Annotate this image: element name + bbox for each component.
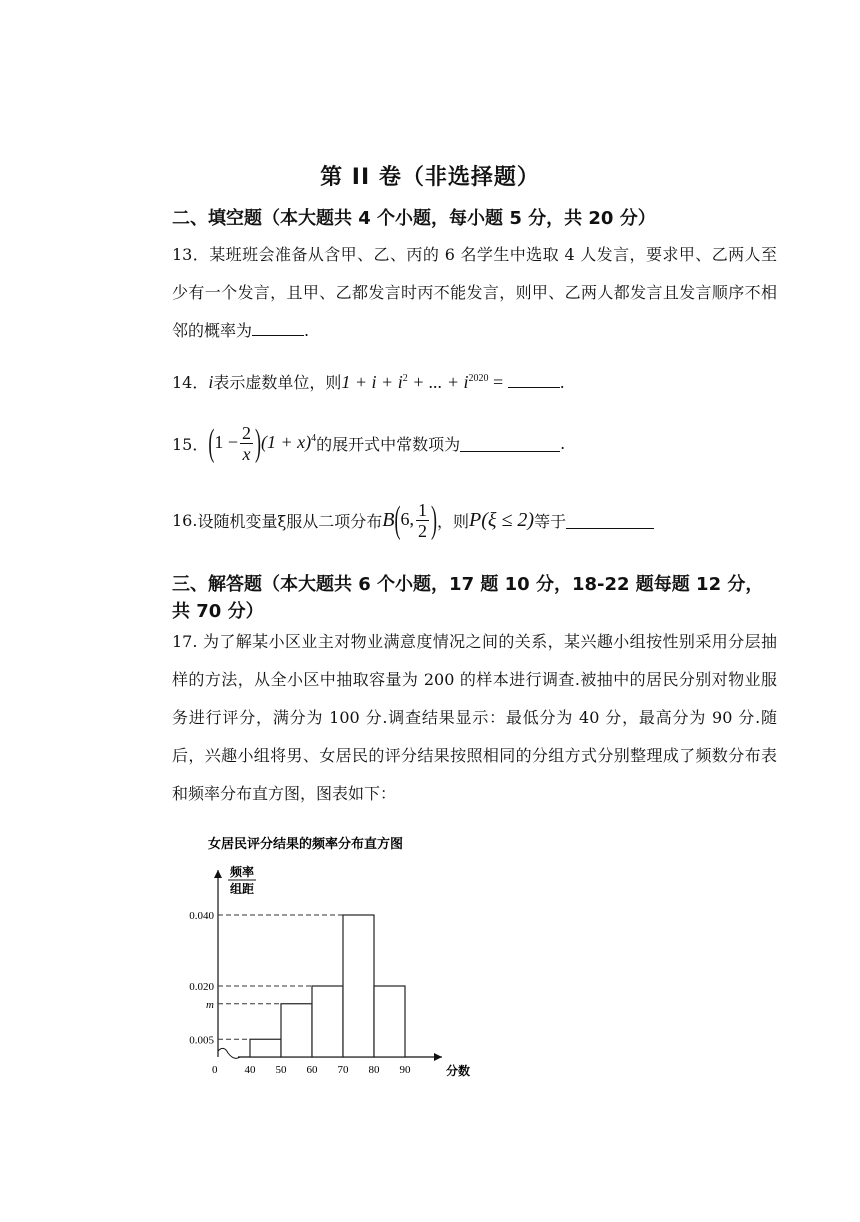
histogram-bar bbox=[250, 1039, 281, 1057]
histogram-chart bbox=[180, 830, 470, 1090]
x-tick-label: 80 bbox=[368, 1064, 380, 1076]
x-axis-label: 分数 bbox=[446, 1064, 470, 1078]
chart-bars bbox=[250, 915, 405, 1057]
q14-blank bbox=[508, 371, 560, 388]
q16-text1: 设随机变量ξ服从二项分布 bbox=[197, 512, 383, 531]
part3-heading: 三、解答题（本大题共 6 个小题，17 题 10 分，18-22 题每题 12 分，共 70 分） bbox=[172, 574, 764, 622]
x-origin-label: 0 bbox=[212, 1064, 218, 1076]
question-15: 15．(1 − $\frac{2}{x}$ )$(1 + x)^4$的展开式中常数项为 . bbox=[172, 421, 566, 464]
question-17 bbox=[172, 623, 777, 813]
q15-fraction: $\frac{2}{x}$ bbox=[242, 423, 252, 464]
q13-end: . bbox=[304, 321, 310, 340]
q16-fraction: $\frac{1}{2}$ bbox=[418, 500, 427, 541]
q14-num: 14． bbox=[172, 373, 209, 392]
q16-text2: ，则 bbox=[437, 512, 470, 531]
q16-B: B bbox=[382, 509, 395, 531]
question-13 bbox=[172, 236, 777, 350]
y-tick-label: 0.040 bbox=[189, 910, 214, 922]
y-label-bottom: 组距 bbox=[230, 882, 255, 896]
histogram-bar bbox=[343, 915, 374, 1057]
part2-heading: 二、填空题（本大题共 4 个小题，每小题 5 分，共 20 分） bbox=[172, 208, 656, 229]
q15-text: 的展开式中常数项为 bbox=[316, 435, 461, 454]
histogram-bar bbox=[312, 986, 343, 1057]
q14-expr-base: 1 + i + i bbox=[341, 372, 403, 392]
q14-text: 表示虚数单位，则 bbox=[213, 373, 342, 392]
q16-text3: 等于 bbox=[534, 512, 567, 531]
chart-title: 女居民评分结果的频率分布直方图 bbox=[208, 837, 404, 852]
y-label-top: 频率 bbox=[230, 865, 255, 879]
axis-break bbox=[218, 1048, 240, 1058]
y-tick-label: 0.005 bbox=[189, 1034, 214, 1047]
y-tick-label: m bbox=[206, 998, 214, 1011]
x-tick-label: 40 bbox=[244, 1064, 256, 1076]
x-tick-label: 50 bbox=[275, 1064, 287, 1076]
histogram-bar bbox=[374, 986, 405, 1057]
y-axis-arrow bbox=[214, 870, 222, 878]
x-tick-label: 70 bbox=[337, 1064, 349, 1076]
x-axis-arrow bbox=[434, 1053, 442, 1061]
x-tick-label: 60 bbox=[306, 1064, 318, 1076]
q14-end: . bbox=[559, 373, 565, 392]
q17-text: 17. 为了解某小区业主对物业满意度情况之间的关系，某兴趣小组按性别采用分层抽样的方法，从全小区中抽取容量为 200 的样本进行调查.被抽中的居民分别对物业服务进行评分，满分为 100 分.调查结果显示：最低分为 40 分，最高分为 90 分.随后，兴趣小组将男、女居民的评分结果按照相同的分组方式分别整理成了频数分布表和频率分布直方图，图表如下： bbox=[172, 632, 777, 803]
q13-text: 13．某班班会准备从含甲、乙、丙的 6 名学生中选取 4 人发言，要求甲、乙两人至少有一个发言，且甲、乙都发言时丙不能发言，则甲、乙两人都发言且发言顺序不相邻的概率为 bbox=[172, 245, 777, 340]
q14-expr-mid: + ... + i bbox=[407, 372, 469, 392]
q14-expr-sq: 2 bbox=[402, 373, 408, 384]
q16-P: P(ξ ≤ 2) bbox=[469, 509, 535, 531]
histogram-bar bbox=[281, 1004, 312, 1057]
q16-blank bbox=[566, 512, 654, 529]
q15-end: . bbox=[560, 434, 566, 453]
q16-num: 16. bbox=[172, 511, 198, 530]
q15-num: 15． bbox=[172, 435, 209, 454]
x-tick-label: 90 bbox=[399, 1064, 411, 1076]
q13-blank bbox=[252, 319, 304, 336]
question-16: 16.设随机变量ξ服从二项分布B(6, $\frac{1}{2}$ )，则P(ξ ≤ 2)等于 bbox=[172, 500, 654, 541]
q14-eq: = bbox=[493, 372, 504, 392]
y-tick-label: 0.020 bbox=[189, 981, 214, 993]
question-14 bbox=[172, 370, 565, 393]
section-title: 第 II 卷（非选择题） bbox=[320, 165, 540, 190]
q15-power: 4 bbox=[311, 432, 317, 444]
q15-one: 1 − bbox=[214, 431, 239, 452]
q14-expr-pow: 2020 bbox=[468, 373, 489, 384]
q16-six: 6, bbox=[400, 508, 414, 529]
q15-binom: (1 + x) bbox=[261, 431, 312, 452]
q14-var-i: i bbox=[208, 372, 214, 392]
q15-blank bbox=[460, 435, 560, 452]
